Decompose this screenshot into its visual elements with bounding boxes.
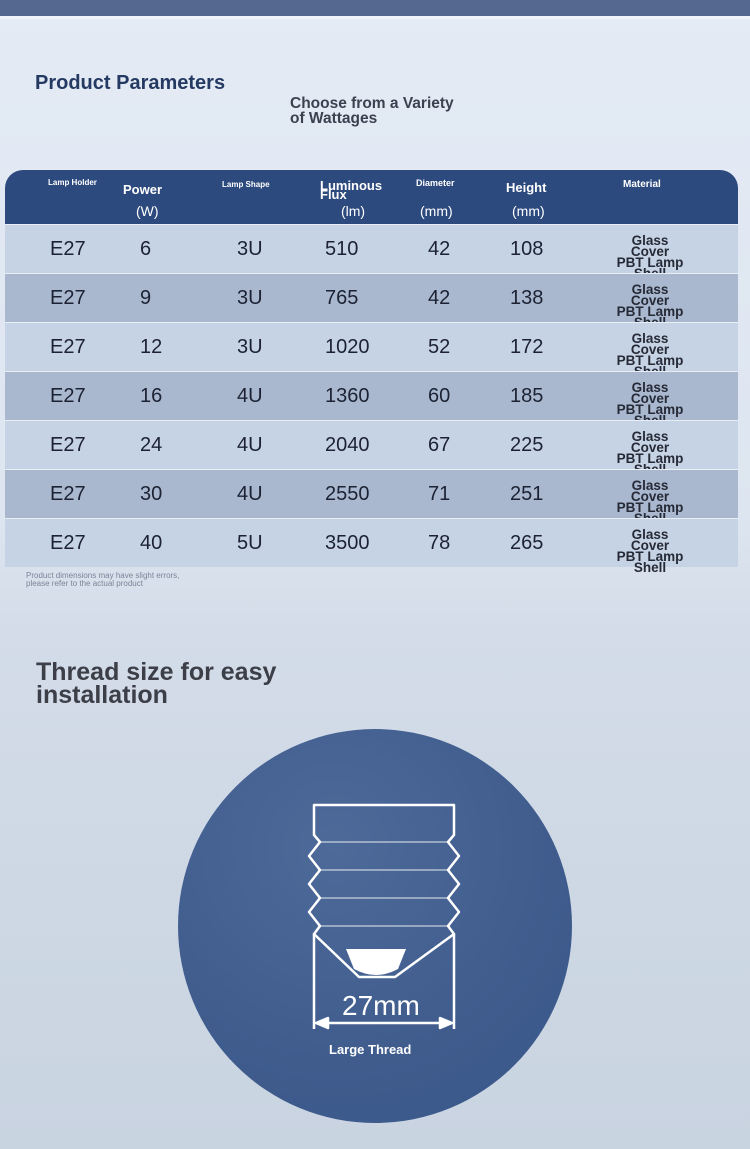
col-flux-unit: (lm)	[341, 203, 366, 219]
cell-diameter: 78	[428, 532, 451, 554]
material-line: Glass	[631, 282, 669, 297]
col-lamp-shape: Lamp Shape	[222, 180, 270, 189]
cell-height: 172	[510, 336, 544, 358]
cell-shape: 3U	[237, 287, 263, 309]
top-bar-divider	[0, 16, 750, 19]
cell-flux: 2040	[325, 434, 370, 456]
cell-power: 30	[140, 483, 163, 505]
cell-holder: E27	[50, 336, 86, 358]
cell-power: 24	[140, 434, 163, 456]
cell-shape: 5U	[237, 532, 263, 554]
table-row	[5, 322, 738, 371]
cell-height: 138	[510, 287, 544, 309]
material-line: Shell	[633, 560, 667, 575]
material-line: Glass	[631, 331, 669, 346]
col-flux: Luminous Flux	[320, 178, 383, 202]
page-subtitle: Choose from a Variety of Wattages	[290, 95, 454, 127]
cell-shape: 4U	[237, 385, 263, 407]
cell-diameter: 52	[428, 336, 451, 358]
col-power: Power	[123, 182, 163, 197]
col-power-unit: (W)	[136, 203, 159, 219]
cell-height: 265	[510, 532, 544, 554]
col-lamp-holder: Lamp Holder	[48, 178, 97, 187]
col-material: Material	[623, 179, 661, 190]
cell-shape: 3U	[237, 238, 263, 260]
material-line: Cover	[630, 342, 670, 357]
cell-power: 12	[140, 336, 163, 358]
cell-flux: 1360	[325, 385, 370, 407]
thread-heading: Thread size for easy installation	[36, 658, 277, 709]
cell-shape: 3U	[237, 336, 263, 358]
material-line: PBT Lamp	[616, 255, 684, 270]
col-height: Height	[506, 180, 547, 195]
table-row	[5, 518, 738, 575]
thread-illustration	[178, 729, 572, 1123]
cell-shape: 4U	[237, 483, 263, 505]
material-line: PBT Lamp	[616, 549, 684, 564]
cell-power: 16	[140, 385, 163, 407]
material-line: Cover	[630, 244, 670, 259]
cell-height: 225	[510, 434, 544, 456]
cell-height: 108	[510, 238, 544, 260]
cell-diameter: 42	[428, 287, 451, 309]
material-line: PBT Lamp	[616, 402, 684, 417]
material-line: PBT Lamp	[616, 304, 684, 319]
dimension-note: Product dimensions may have slight errors, please refer to the actual product	[26, 571, 180, 588]
cell-holder: E27	[50, 434, 86, 456]
material-line: Glass	[631, 478, 669, 493]
top-bar	[0, 0, 750, 16]
cell-shape: 4U	[237, 434, 263, 456]
cell-flux: 1020	[325, 336, 370, 358]
material-line: PBT Lamp	[616, 353, 684, 368]
col-diameter-unit: (mm)	[420, 203, 453, 219]
col-diameter: Diameter	[416, 178, 455, 188]
material-line: Glass	[631, 527, 669, 542]
cell-flux: 765	[325, 287, 359, 309]
cell-power: 40	[140, 532, 163, 554]
material-line: Glass	[631, 233, 669, 248]
material-line: Cover	[630, 391, 670, 406]
thread-caption: Large Thread	[329, 1042, 412, 1057]
material-line: Cover	[630, 440, 670, 455]
material-line: Cover	[630, 293, 670, 308]
cell-holder: E27	[50, 483, 86, 505]
table-row	[5, 371, 738, 420]
cell-diameter: 60	[428, 385, 451, 407]
page-title: Product Parameters	[35, 72, 226, 94]
material-line: Cover	[630, 538, 670, 553]
cell-power: 9	[140, 287, 152, 309]
col-height-unit: (mm)	[512, 203, 545, 219]
material-line: Glass	[631, 380, 669, 395]
cell-flux: 2550	[325, 483, 370, 505]
table-row	[5, 420, 738, 469]
lamp-base-icon	[178, 729, 572, 1123]
table-row	[5, 224, 738, 273]
parameters-table	[5, 170, 738, 575]
cell-flux: 510	[325, 238, 359, 260]
cell-holder: E27	[50, 532, 86, 554]
table-header	[5, 170, 738, 224]
thread-dimension: 27mm	[342, 990, 420, 1021]
cell-material	[605, 529, 695, 573]
material-line: Cover	[630, 489, 670, 504]
table-body	[5, 224, 738, 575]
table-row	[5, 273, 738, 322]
table-row	[5, 469, 738, 518]
cell-holder: E27	[50, 385, 86, 407]
cell-diameter: 71	[428, 483, 451, 505]
cell-flux: 3500	[325, 532, 370, 554]
cell-power: 6	[140, 238, 152, 260]
material-line: PBT Lamp	[616, 500, 684, 515]
cell-diameter: 67	[428, 434, 451, 456]
material-line: PBT Lamp	[616, 451, 684, 466]
cell-holder: E27	[50, 287, 86, 309]
cell-height: 185	[510, 385, 544, 407]
cell-diameter: 42	[428, 238, 451, 260]
cell-height: 251	[510, 483, 544, 505]
material-line: Glass	[631, 429, 669, 444]
cell-holder: E27	[50, 238, 86, 260]
